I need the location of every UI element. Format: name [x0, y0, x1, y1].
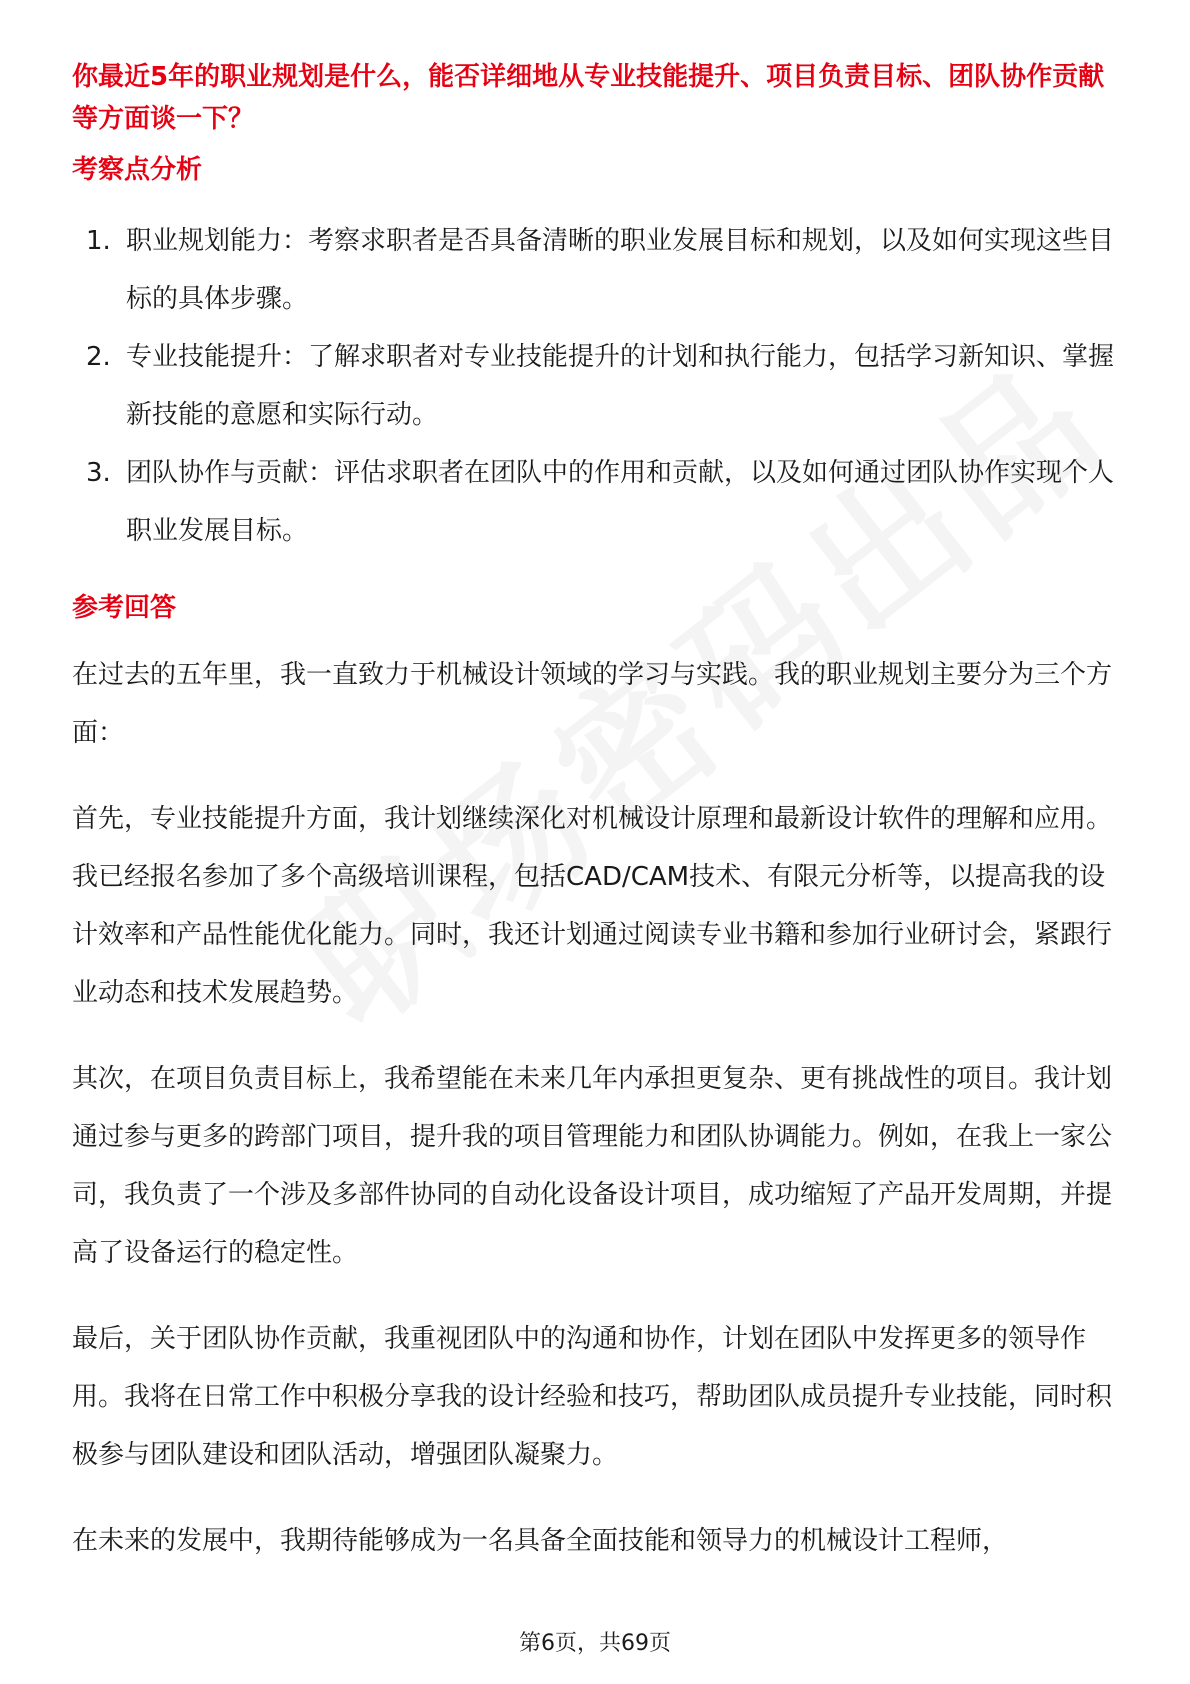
list-item-text: 职业规划能力：考察求职者是否具备清晰的职业发展目标和规划，以及如何实现这些目标的具体步骤。: [126, 226, 1115, 314]
answer-paragraph: 其次，在项目负责目标上，我希望能在未来几年内承担更复杂、更有挑战性的项目。我计划通过参与更多的跨部门项目，提升我的项目管理能力和团队协调能力。例如，在我上一家公司，我负责了一个涉及多部件协同的自动化设备设计项目，成功缩短了产品开发周期，并提高了设备运行的稳定性。: [72, 1064, 1113, 1268]
page-footer: 第6页，共69页: [519, 1631, 671, 1656]
list-item-text: 团队协作与贡献：评估求职者在团队中的作用和贡献，以及如何通过团队协作实现个人职业发展目标。: [126, 458, 1115, 546]
list-item-number: 1.: [86, 226, 111, 256]
analysis-list: [72, 212, 1122, 560]
answer-paragraph: 最后，关于团队协作贡献，我重视团队中的沟通和协作，计划在团队中发挥更多的领导作用。我将在日常工作中积极分享我的设计经验和技巧，帮助团队成员提升专业技能，同时积极参与团队建设和团队活动，增强团队凝聚力。: [72, 1324, 1113, 1470]
answer-paragraph: 首先，专业技能提升方面，我计划继续深化对机械设计原理和最新设计软件的理解和应用。我已经报名参加了多个高级培训课程，包括CAD/CAM技术、有限元分析等，以提高我的设计效率和产品性能优化能力。同时，我还计划通过阅读专业书籍和参加行业研讨会，紧跟行业动态和技术发展趋势。: [72, 804, 1113, 1008]
question-heading: 你最近5年的职业规划是什么，能否详细地从专业技能提升、项目负责目标、团队协作贡献等方面谈一下？: [72, 62, 1105, 134]
answer-paragraph: 在未来的发展中，我期待能够成为一名具备全面技能和领导力的机械设计工程师，: [72, 1526, 1009, 1556]
analysis-title: 考察点分析: [72, 155, 203, 185]
list-item-text: 专业技能提升：了解求职者对专业技能提升的计划和执行能力，包括学习新知识、掌握新技能的意愿和实际行动。: [126, 342, 1115, 430]
list-item: [72, 328, 1122, 444]
answer-title: 参考回答: [72, 593, 177, 623]
answer-paragraph: 在过去的五年里，我一直致力于机械设计领域的学习与实践。我的职业规划主要分为三个方面：: [72, 660, 1113, 748]
list-item: [72, 212, 1122, 328]
list-item-number: 2.: [86, 342, 111, 372]
document-page: [72, 56, 1122, 1570]
list-item: [72, 444, 1122, 560]
list-item-number: 3.: [86, 458, 111, 488]
